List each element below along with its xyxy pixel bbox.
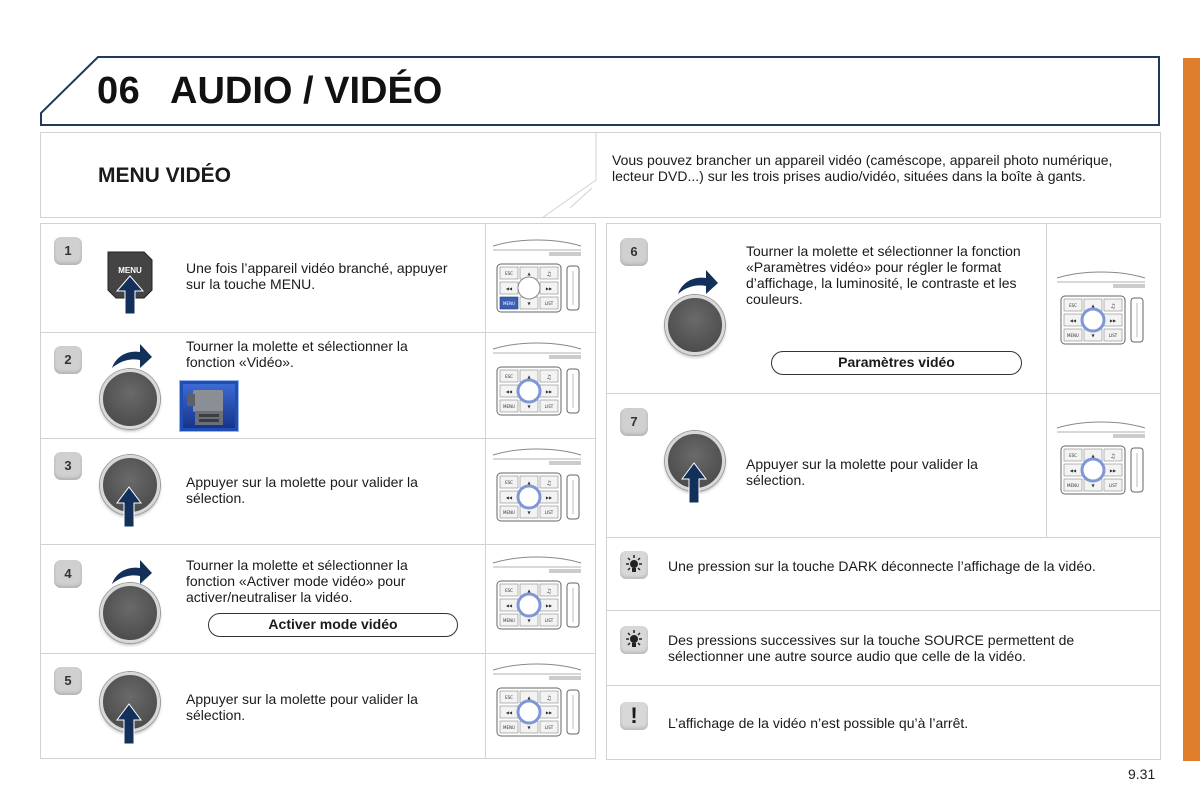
step-number: 5 xyxy=(54,667,82,695)
rotary-knob xyxy=(100,583,160,643)
svg-text:▼: ▼ xyxy=(527,301,531,306)
svg-text:▼: ▼ xyxy=(527,510,531,515)
page-title: AUDIO / VIDÉO xyxy=(170,70,443,112)
svg-text:LIST: LIST xyxy=(1108,483,1118,488)
warning-icon: ! xyxy=(620,702,648,730)
svg-text:◀◀: ◀◀ xyxy=(1069,468,1077,473)
step-number: 6 xyxy=(620,238,648,266)
page-number: 9.31 xyxy=(1128,766,1156,782)
step-number: 4 xyxy=(54,560,82,588)
svg-text:♫: ♫ xyxy=(546,588,552,595)
panel-divider xyxy=(530,132,600,218)
svg-text:▲: ▲ xyxy=(527,480,531,485)
svg-text:LIST: LIST xyxy=(544,404,554,409)
svg-text:▲: ▲ xyxy=(1091,453,1095,458)
control-panel-illustration xyxy=(1053,418,1149,510)
svg-text:MENU: MENU xyxy=(503,404,515,409)
column-divider-left xyxy=(485,223,486,759)
svg-text:◀◀: ◀◀ xyxy=(505,710,513,715)
menu-key-icon xyxy=(104,246,156,316)
step-text: Appuyer sur la molette pour valider la sélection. xyxy=(186,474,418,506)
chapter-tab xyxy=(1183,58,1200,761)
svg-text:◀◀: ◀◀ xyxy=(505,286,513,291)
svg-text:♫: ♫ xyxy=(546,374,552,381)
section-title: MENU VIDÉO xyxy=(98,164,232,187)
rotate-arrow-icon xyxy=(676,268,720,296)
bulb-icon xyxy=(620,626,648,654)
note-panel-1 xyxy=(606,537,1161,611)
bulb-icon xyxy=(620,551,648,579)
step-text: Une fois l’appareil vidéo branché, appuyer sur la touche MENU. xyxy=(186,260,448,292)
note-text: Une pression sur la touche DARK déconnecte l’affichage de la vidéo. xyxy=(668,558,1096,574)
activer-mode-video-button[interactable]: Activer mode vidéo xyxy=(208,613,458,637)
svg-text:▼: ▼ xyxy=(1091,333,1095,338)
svg-text:▲: ▲ xyxy=(527,271,531,276)
svg-text:LIST: LIST xyxy=(544,618,554,623)
svg-text:MENU: MENU xyxy=(503,510,515,515)
rotate-arrow-icon xyxy=(110,558,154,586)
svg-text:♫: ♫ xyxy=(1110,453,1116,460)
svg-text:ESC: ESC xyxy=(1069,303,1077,308)
control-panel-illustration xyxy=(489,445,585,537)
svg-text:▲: ▲ xyxy=(1091,303,1095,308)
column-divider-right xyxy=(1046,223,1047,538)
svg-text:▶▶: ▶▶ xyxy=(545,495,553,500)
step-text: Appuyer sur la molette pour valider la sélection. xyxy=(186,691,418,723)
svg-text:LIST: LIST xyxy=(544,725,554,730)
svg-text:▶▶: ▶▶ xyxy=(1109,468,1117,473)
svg-text:MENU: MENU xyxy=(503,301,515,306)
step-number: 1 xyxy=(54,237,82,265)
step-text: Tourner la molette et sélectionner la fonction «Activer mode vidéo» pour activer/neutraliser la vidéo. xyxy=(186,557,408,605)
svg-text:ESC: ESC xyxy=(505,374,513,379)
svg-text:▲: ▲ xyxy=(527,588,531,593)
rotary-knob xyxy=(665,295,725,355)
step-text: Tourner la molette et sélectionner la fonction «Paramètres vidéo» pour régler le format d’affichage, la luminosité, le contraste et les couleurs. xyxy=(746,243,1021,307)
svg-text:▲: ▲ xyxy=(527,374,531,379)
step-number: 7 xyxy=(620,408,648,436)
menu-key-label: MENU xyxy=(118,266,142,275)
step-text: Appuyer sur la molette pour valider la sélection. xyxy=(746,456,978,488)
svg-text:▼: ▼ xyxy=(1091,483,1095,488)
svg-text:▶▶: ▶▶ xyxy=(1109,318,1117,323)
rotary-knob xyxy=(100,369,160,429)
step-number: 2 xyxy=(54,346,82,374)
svg-text:♫: ♫ xyxy=(546,695,552,702)
control-panel-illustration xyxy=(489,339,585,431)
svg-text:▼: ▼ xyxy=(527,725,531,730)
step-number: 3 xyxy=(54,452,82,480)
svg-text:MENU: MENU xyxy=(1067,333,1079,338)
svg-text:▶▶: ▶▶ xyxy=(545,389,553,394)
chapter-number: 06 xyxy=(97,70,141,112)
svg-text:◀◀: ◀◀ xyxy=(505,495,513,500)
svg-text:LIST: LIST xyxy=(544,510,554,515)
svg-text:▼: ▼ xyxy=(527,404,531,409)
control-panel-illustration xyxy=(489,553,585,645)
note-text: Des pressions successives sur la touche SOURCE permettent de sélectionner une autre source audio que celle de la vidéo. xyxy=(668,632,1075,664)
press-arrow-icon xyxy=(681,462,707,504)
svg-text:ESC: ESC xyxy=(1069,453,1077,458)
control-panel-illustration xyxy=(1053,268,1149,360)
parametres-video-button[interactable]: Paramètres vidéo xyxy=(771,351,1022,375)
svg-text:ESC: ESC xyxy=(505,480,513,485)
note-text: L’affichage de la vidéo n’est possible qu’à l’arrêt. xyxy=(668,715,969,731)
press-arrow-icon xyxy=(116,703,142,745)
svg-text:◀◀: ◀◀ xyxy=(1069,318,1077,323)
svg-text:▶▶: ▶▶ xyxy=(545,286,553,291)
svg-text:◀◀: ◀◀ xyxy=(505,603,513,608)
svg-text:♫: ♫ xyxy=(546,480,552,487)
step-text: Tourner la molette et sélectionner la fonction «Vidéo». xyxy=(186,338,408,370)
svg-text:▶▶: ▶▶ xyxy=(545,603,553,608)
svg-text:MENU: MENU xyxy=(503,725,515,730)
svg-text:ESC: ESC xyxy=(505,588,513,593)
control-panel-illustration xyxy=(489,236,585,328)
svg-text:LIST: LIST xyxy=(544,301,554,306)
svg-text:ESC: ESC xyxy=(505,271,513,276)
svg-text:ESC: ESC xyxy=(505,695,513,700)
svg-text:◀◀: ◀◀ xyxy=(505,389,513,394)
svg-text:LIST: LIST xyxy=(1108,333,1118,338)
svg-text:▶▶: ▶▶ xyxy=(545,710,553,715)
svg-text:♫: ♫ xyxy=(546,271,552,278)
svg-text:MENU: MENU xyxy=(1067,483,1079,488)
svg-text:▲: ▲ xyxy=(527,695,531,700)
intro-text: Vous pouvez brancher un appareil vidéo (caméscope, appareil photo numérique, lecteur DVD...) sur les trois prises audio/vidéo, situées dans la boîte à gants. xyxy=(612,152,1113,184)
press-arrow-icon xyxy=(116,486,142,528)
svg-text:♫: ♫ xyxy=(1110,303,1116,310)
video-camera-icon xyxy=(179,380,239,432)
svg-text:▼: ▼ xyxy=(527,618,531,623)
control-panel-illustration xyxy=(489,660,585,752)
svg-text:MENU: MENU xyxy=(503,618,515,623)
rotate-arrow-icon xyxy=(110,342,154,370)
